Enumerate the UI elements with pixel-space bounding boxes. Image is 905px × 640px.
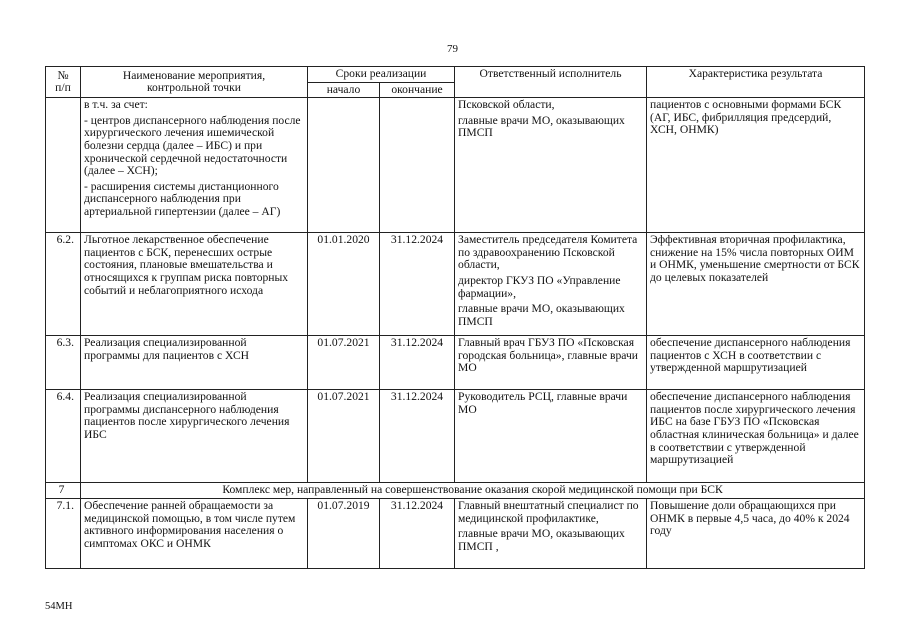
row-executor-part: главные врачи МО, оказывающих ПМСП <box>458 113 625 140</box>
row-executor: Руководитель РСЦ, главные врачи МО <box>455 390 647 483</box>
row-name: Реализация специализированной программы диспансерного наблюдения пациентов после хирургического лечения ИБС <box>81 390 308 483</box>
header-executor: Ответственный исполнитель <box>455 67 647 98</box>
row-num <box>46 98 81 233</box>
row-executor <box>455 499 647 569</box>
row-executor-part: главные врачи МО, оказывающих ПМСП , <box>458 527 625 553</box>
row-executor-part: Псковской области, <box>458 98 555 112</box>
section-title: Комплекс мер, направленный на совершенствование оказания скорой медицинской помощи при БСК <box>81 483 865 499</box>
row-name: Льготное лекарственное обеспечение пациентов с БСК, перенесших острые состояния, плановые вмешательства и относящихся к группам риска повторных событий и неблагоприятного исхода <box>81 233 308 336</box>
row-result: обеспечение диспансерного наблюдения пациентов после хирургического лечения ИБС на базе ГБУЗ ПО «Псковская областная клиническая больница» и далее в соответствии с утвержденной маршрутизацией <box>647 390 865 483</box>
table-row <box>46 233 865 336</box>
row-name-part: - центров диспансерного наблюдения после хирургического лечения ишемической болезни сердца (далее – ИБС) и при хронической сердечной недостаточности (далее – ХСН); <box>84 113 301 178</box>
header-num: № п/п <box>46 67 81 98</box>
row-name-part: в т.ч. за счет: <box>84 98 148 112</box>
row-start: 01.07.2019 <box>308 499 380 569</box>
section-row <box>46 483 865 499</box>
page-number: 79 <box>447 43 458 55</box>
header-start: начало <box>308 82 380 98</box>
row-end: 31.12.2024 <box>380 336 455 390</box>
row-num: 6.3. <box>46 336 81 390</box>
table-header-row <box>46 67 865 83</box>
row-name <box>81 98 308 233</box>
section-num: 7 <box>46 483 81 499</box>
row-start: 01.01.2020 <box>308 233 380 336</box>
header-result: Характеристика результата <box>647 67 865 98</box>
row-end: 31.12.2024 <box>380 499 455 569</box>
row-result: Эффективная вторичная профилактика, снижение на 15% числа повторных ОИМ и ОНМК, уменьшение смертности от БСК до целевых показателей <box>647 233 865 336</box>
table-row <box>46 390 865 483</box>
row-executor-part: директор ГКУЗ ПО «Управление фармации», <box>458 273 621 300</box>
row-result: пациентов с основными формами БСК (АГ, ИБС, фибрилляция предсердий, ХСН, ОНМК) <box>647 98 865 233</box>
row-num: 7.1. <box>46 499 81 569</box>
row-start: 01.07.2021 <box>308 336 380 390</box>
row-name: Реализация специализированной программы для пациентов с ХСН <box>81 336 308 390</box>
row-end: 31.12.2024 <box>380 390 455 483</box>
row-executor-part: Главный внештатный специалист по медицинской профилактике, <box>458 499 639 525</box>
row-executor: Главный врач ГБУЗ ПО «Псковская городская больница», главные врачи МО <box>455 336 647 390</box>
row-end <box>380 98 455 233</box>
row-start <box>308 98 380 233</box>
header-dates: Сроки реализации <box>308 67 455 83</box>
header-name: Наименование мероприятия, контрольной точки <box>81 67 308 98</box>
activities-table <box>45 66 865 569</box>
table-row <box>46 499 865 569</box>
row-num: 6.4. <box>46 390 81 483</box>
header-end: окончание <box>380 82 455 98</box>
row-start: 01.07.2021 <box>308 390 380 483</box>
row-executor <box>455 98 647 233</box>
row-num: 6.2. <box>46 233 81 336</box>
row-executor-part: главные врачи МО, оказывающих ПМСП <box>458 302 625 328</box>
row-result: обеспечение диспансерного наблюдения пациентов с ХСН в соответствии с утвержденной маршрутизацией <box>647 336 865 390</box>
table-row <box>46 98 865 233</box>
row-name: Обеспечение ранней обращаемости за медицинской помощью, в том числе путем активного информирования населения о симптомах ОКС и ОНМК <box>81 499 308 569</box>
row-name-part: - расширения системы дистанционного диспансерного наблюдения при артериальной гипертензии (далее – АГ) <box>84 179 281 218</box>
row-executor <box>455 233 647 336</box>
row-result: Повышение доли обращающихся при ОНМК в первые 4,5 часа, до 40% к 2024 году <box>647 499 865 569</box>
footer-code: 54МН <box>45 601 73 612</box>
table-row <box>46 336 865 390</box>
row-end: 31.12.2024 <box>380 233 455 336</box>
row-executor-part: Заместитель председателя Комитета по здравоохранению Псковской области, <box>458 233 638 272</box>
